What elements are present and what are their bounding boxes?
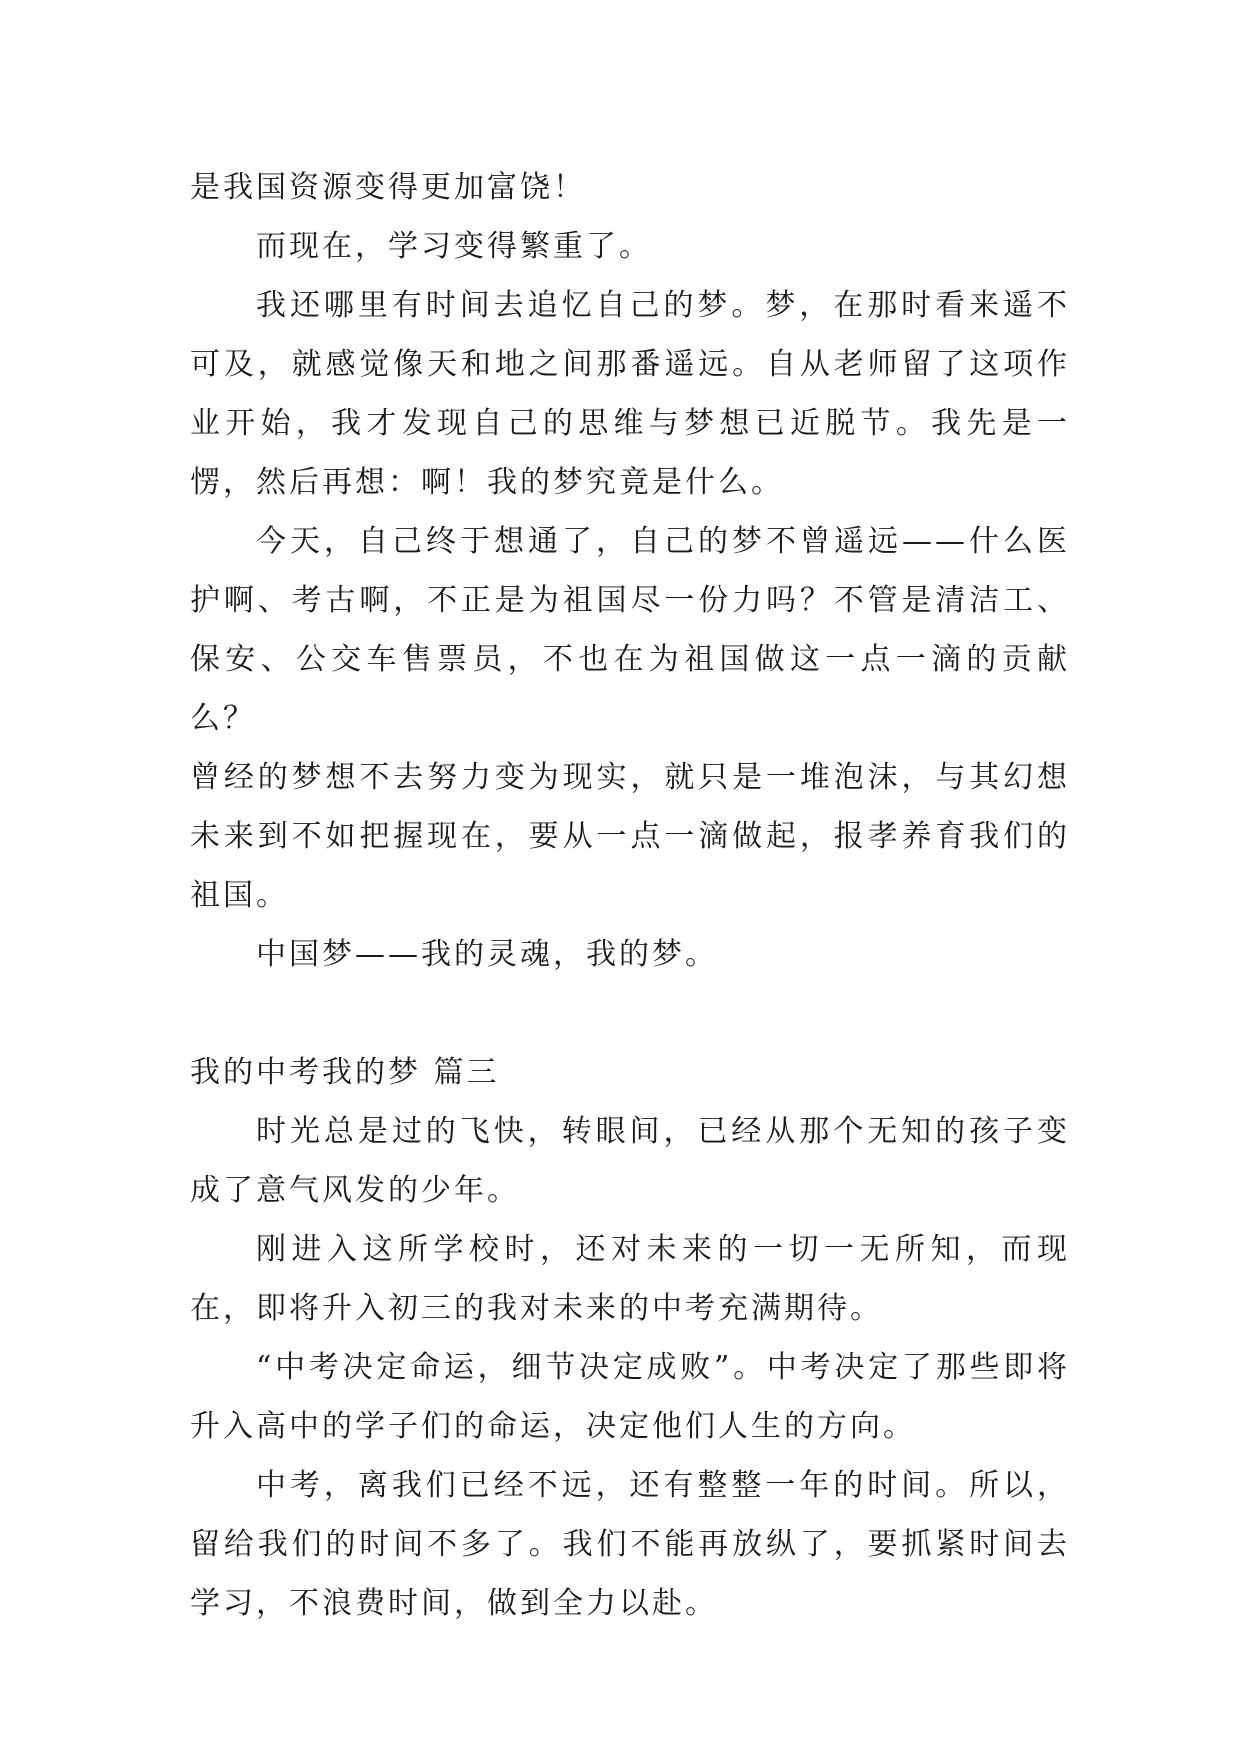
paragraph: 我还哪里有时间去追忆自己的梦。梦，在那时看来遥不可及，就感觉像天和地之间那番遥远。自从老师留了这项作业开始，我才发现自己的思维与梦想已近脱节。我先是一愣，然后再想：啊！我的梦究竟是什么。 [190, 288, 1070, 500]
section-heading: 我的中考我的梦 篇三 [190, 1055, 500, 1090]
paragraph: 中考，离我们已经不远，还有整整一年的时间。所以，留给我们的时间不多了。我们不能再放纵了，要抓紧时间去学习，不浪费时间，做到全力以赴。 [190, 1468, 1070, 1621]
paragraph-continuation: 是我国资源变得更加富饶！ [190, 170, 586, 205]
paragraph: 今天，自己终于想通了，自己的梦不曾遥远——什么医护啊、考古啊，不正是为祖国尽一份力吗？不管是清洁工、保安、公交车售票员，不也在为祖国做这一点一滴的贡献么？ [190, 524, 1070, 736]
paragraph: 而现在，学习变得繁重了。 [256, 229, 652, 264]
paragraph: 曾经的梦想不去努力变为现实，就只是一堆泡沫，与其幻想未来到不如把握现在，要从一点一滴做起，报孝养育我们的祖国。 [190, 760, 1070, 913]
paragraph: 时光总是过的飞快，转眼间，已经从那个无知的孩子变成了意气风发的少年。 [190, 1114, 1070, 1208]
document-body [190, 158, 1070, 1633]
paragraph: 刚进入这所学校时，还对未来的一切一无所知，而现在，即将升入初三的我对未来的中考充满期待。 [190, 1232, 1070, 1326]
paragraph-closing: 中国梦——我的灵魂，我的梦。 [256, 937, 718, 972]
paragraph: “中考决定命运，细节决定成败”。中考决定了那些即将升入高中的学子们的命运，决定他们人生的方向。 [190, 1350, 1070, 1444]
section-gap [190, 984, 1070, 1043]
